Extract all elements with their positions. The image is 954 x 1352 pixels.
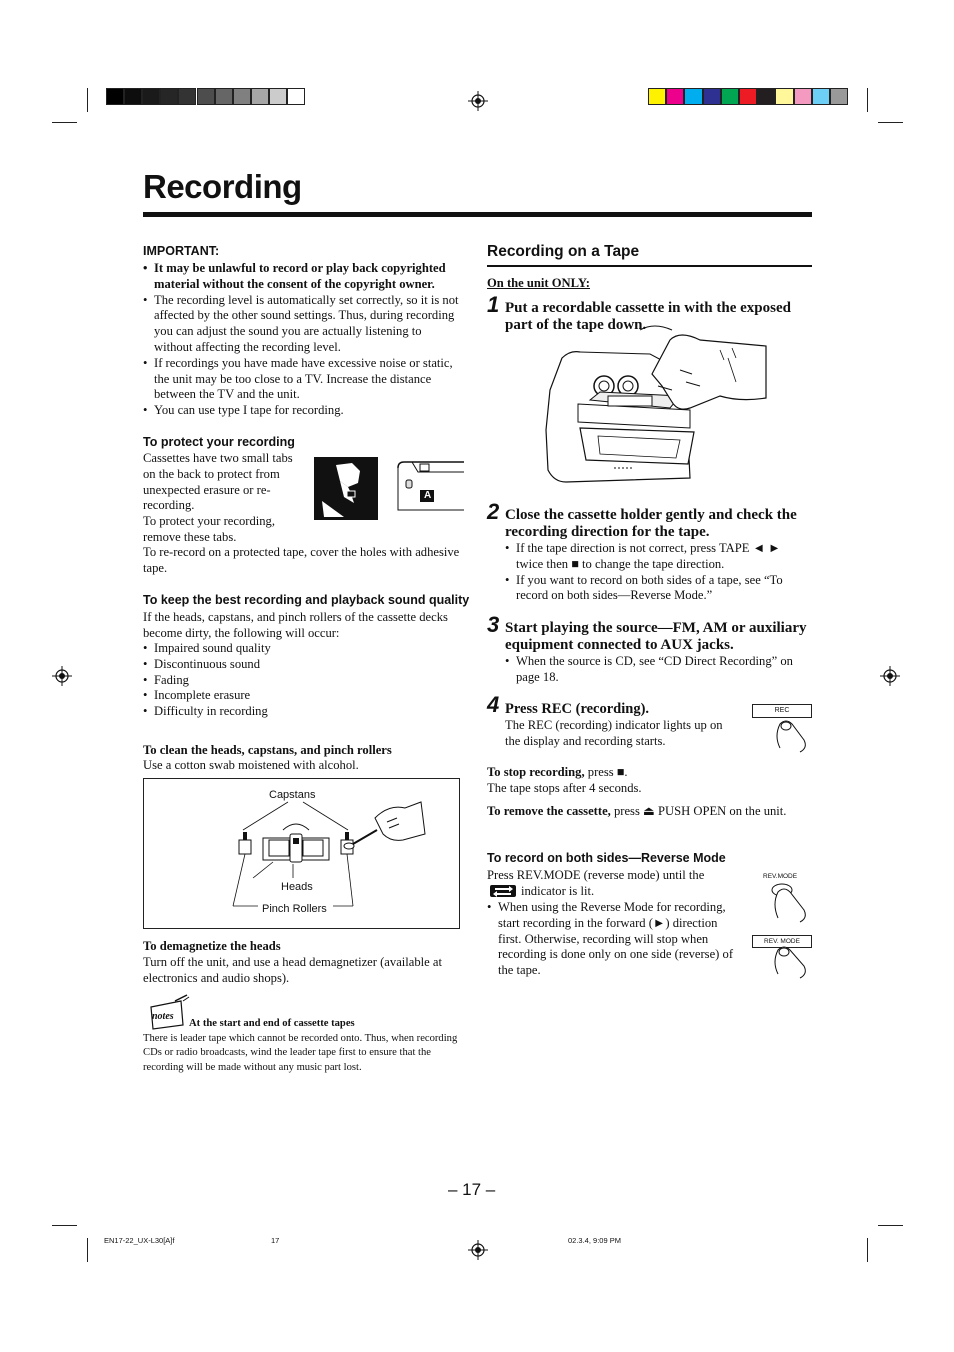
color-swatch [287, 88, 305, 105]
title-rule [143, 212, 812, 217]
notes-heading: At the start and end of cassette tapes [189, 1018, 355, 1029]
capstans-label: Capstans [269, 789, 316, 801]
step-bullets [505, 541, 800, 604]
important-list [143, 261, 463, 419]
reverse-bullets [487, 900, 737, 979]
color-swatch [684, 88, 702, 105]
reverse-mode-indicator-icon [490, 885, 516, 897]
color-swatch [251, 88, 269, 105]
crop-mark [878, 1225, 903, 1226]
list-item: • If recordings you have made have excessive noise or static, the unit may be too close to a TV. Increase the distance between the TV and the unit. [143, 356, 463, 403]
stop-desc: press ■. [584, 765, 628, 779]
quality-heading: To keep the best recording and playback sound quality [143, 593, 470, 607]
crop-mark [87, 88, 88, 112]
color-swatch [775, 88, 793, 105]
tab-removal-illustration [314, 457, 378, 520]
registration-mark-icon [52, 666, 72, 686]
crop-mark [867, 1238, 868, 1262]
step-subtext: The REC (recording) indicator lights up on the display and recording starts. [505, 718, 723, 748]
color-swatch [794, 88, 812, 105]
tape-head-illustration [143, 778, 459, 928]
cassette-insertion-illustration [540, 330, 766, 490]
step-number: 1 [487, 292, 500, 317]
list-item: • Incomplete erasure [143, 688, 443, 704]
unit-only-label: On the unit ONLY: [487, 276, 590, 290]
list-item: • Discontinuous sound [143, 657, 443, 673]
registration-mark-icon [880, 666, 900, 686]
stop-line-2: The tape stops after 4 seconds. [487, 781, 642, 795]
step-text: Start playing the source—FM, AM or auxiliary equipment connected to AUX jacks. [505, 620, 807, 653]
rev-mode-button[interactable]: REV. MODE [752, 935, 812, 948]
step-number: 2 [487, 499, 500, 524]
step-text: Close the cassette holder gently and check the recording direction for the tape. [505, 507, 797, 540]
tab-label: A [424, 490, 432, 501]
heads-label: Heads [281, 881, 313, 893]
list-item: • It may be unlawful to record or play back copyrighted material without the consent of the copyright owner. [143, 261, 463, 293]
protect-text-2: To protect your recording, remove these tabs. [143, 514, 276, 544]
crop-mark [52, 122, 77, 123]
important-heading: IMPORTANT: [143, 244, 220, 258]
page-title: Recording [143, 168, 302, 205]
color-swatch [666, 88, 684, 105]
quality-list [143, 641, 443, 720]
pinch-rollers-label: Pinch Rollers [262, 903, 327, 915]
color-swatch [142, 88, 160, 105]
rev-mode-button-press-icon [770, 882, 810, 924]
footer-filename: EN17-22_UX-L30[A]f [104, 1236, 175, 1245]
footer-timestamp: 02.3.4, 9:09 PM [568, 1236, 621, 1245]
step-number: 4 [487, 692, 500, 717]
remove-label: To remove the cassette, [487, 804, 611, 818]
reverse-text-1: Press REV.MODE (reverse mode) until the [487, 868, 705, 882]
clean-heading: To clean the heads, capstans, and pinch rollers [143, 743, 392, 757]
clean-text: Use a cotton swab moistened with alcohol. [143, 758, 359, 772]
list-item: • When using the Reverse Mode for recording, start recording in the forward (►) direction first. Otherwise, recording will stop when recording is done only on one side (reverse) of the tape. [487, 900, 737, 979]
protect-text-3: To re-record on a protected tape, cover the holes with adhesive tape. [143, 545, 460, 575]
remove-desc: press ⏏ PUSH OPEN on the unit. [610, 804, 787, 818]
remove-text [487, 804, 786, 820]
list-item: • When the source is CD, see “CD Direct Recording” on page 18. [505, 654, 810, 686]
color-swatch [721, 88, 739, 105]
color-swatch [106, 88, 124, 105]
finger-press-icon [770, 944, 810, 978]
color-swatch [233, 88, 251, 105]
notes-text: There is leader tape which cannot be recorded onto. Thus, when recording CDs or radio broadcasts, wind the leader tape first to ensure that the recording will be made without any music part lost. [143, 1033, 458, 1073]
list-item: • Fading [143, 673, 443, 689]
crop-mark [52, 1225, 77, 1226]
step-bullets [505, 654, 810, 686]
reverse-text-1b: indicator is lit. [521, 884, 595, 898]
step-number: 3 [487, 612, 500, 637]
registration-mark-icon [468, 1240, 488, 1260]
list-item: • If you want to record on both sides of a tape, see “To record on both sides—Reverse Mode.” [505, 573, 800, 605]
protect-heading: To protect your recording [143, 435, 295, 449]
color-swatch [178, 88, 196, 105]
color-swatch [830, 88, 848, 105]
demag-heading: To demagnetize the heads [143, 939, 281, 953]
rev-mode-button-label: REV.MODE [763, 873, 798, 880]
quality-intro: If the heads, capstans, and pinch rollers of the cassette decks become dirty, the following will occur: [143, 610, 448, 640]
registration-mark-icon [468, 91, 488, 111]
demag-text: Turn off the unit, and use a head demagnetizer (available at electronics and audio shops). [143, 955, 442, 985]
color-swatch [197, 88, 215, 105]
color-swatch [703, 88, 721, 105]
step-text: Press REC (recording). [505, 701, 650, 717]
list-item: • The recording level is automatically set correctly, so it is not affected by the other sound settings. Thus, during recording you can adjust the sound you are actually listening to without affecting the recording level. [143, 293, 463, 356]
list-item: • If the tape direction is not correct, press TAPE ◄ ► twice then ■ to change the tape direction. [505, 541, 800, 573]
section-rule [487, 265, 812, 267]
protect-text-1: Cassettes have two small tabs on the back to protect from unexpected erasure or re-recording. [143, 451, 293, 513]
color-swatch [757, 88, 775, 105]
color-swatch [648, 88, 666, 105]
color-swatch [160, 88, 178, 105]
color-swatch [124, 88, 142, 105]
list-item: • You can use type I tape for recording. [143, 403, 463, 419]
cassette-tab-illustration [394, 458, 464, 514]
crop-mark [867, 88, 868, 112]
rec-button[interactable]: REC [752, 704, 812, 718]
section-heading: Recording on a Tape [487, 243, 640, 260]
color-swatch [739, 88, 757, 105]
list-item: • Impaired sound quality [143, 641, 443, 657]
footer-page: 17 [271, 1236, 280, 1245]
page-number: – 17 – [448, 1180, 496, 1199]
notes-icon-label: notes [152, 1011, 174, 1022]
crop-mark [878, 122, 903, 123]
color-swatch [269, 88, 287, 105]
finger-press-icon [770, 716, 810, 754]
stop-label: To stop recording, [487, 765, 585, 779]
color-swatch [812, 88, 830, 105]
crop-mark [87, 1238, 88, 1262]
reverse-heading: To record on both sides—Reverse Mode [487, 851, 726, 865]
color-swatch [215, 88, 233, 105]
step-text: Put a recordable cassette in with the exposed part of the tape down. [505, 300, 791, 333]
list-item: • Difficulty in recording [143, 704, 443, 720]
stop-text [487, 765, 628, 781]
